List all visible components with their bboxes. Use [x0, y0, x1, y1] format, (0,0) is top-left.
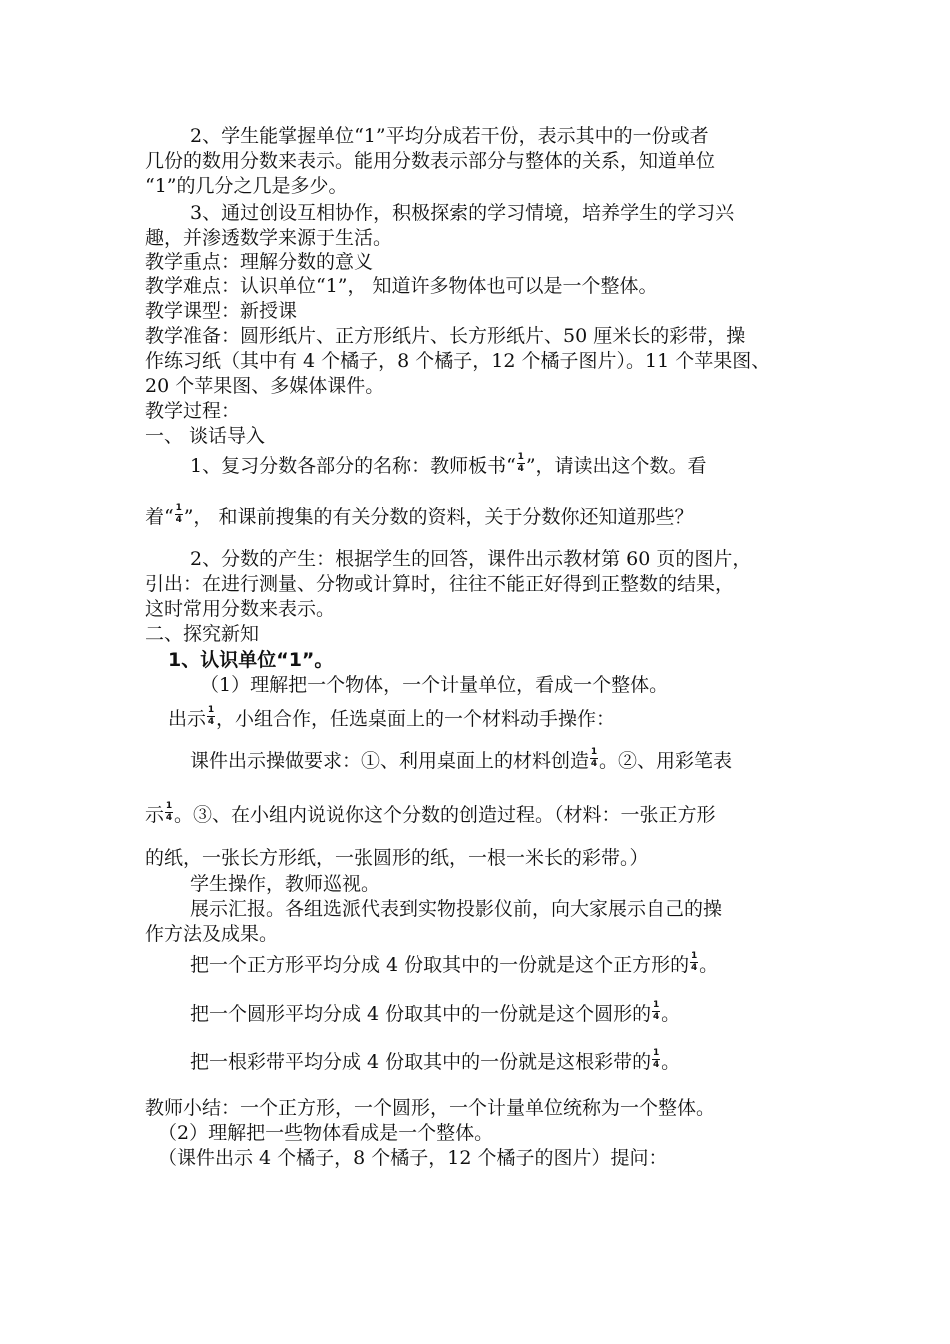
fraction-one-quarter: $\frac{1}{4}$: [691, 950, 698, 973]
fraction-one-quarter: $\frac{1}{4}$: [653, 999, 660, 1022]
text-line: （1）理解把一个物体，一个计量单位，看成一个整体。: [200, 674, 669, 696]
text-line: 把一个正方形平均分成 4 份取其中的一份就是这个正方形的 $\frac{1}{4}$ 。: [190, 950, 719, 976]
text-line: 2、分数的产生：根据学生的回答，课件出示教材第 60 页的图片，: [190, 548, 752, 570]
text-line: （2）理解把一些物体看成是一个整体。: [158, 1122, 494, 1144]
text-line: （课件出示 4 个橘子，8 个橘子，12 个橘子的图片）提问：: [158, 1147, 668, 1169]
text-line: 教学重点：理解分数的意义: [145, 251, 374, 273]
section-heading: 二、探究新知: [145, 623, 260, 645]
text-line: 把一个圆形平均分成 4 份取其中的一份就是这个圆形的 $\frac{1}{4}$ 。: [190, 999, 681, 1025]
text-line: 几份的数用分数来表示。能用分数表示部分与整体的关系，知道单位: [145, 150, 716, 172]
fraction-one-quarter: $\frac{1}{4}$: [207, 704, 215, 727]
text-line: 引出：在进行测量、分物或计算时，往往不能正好得到正整数的结果，: [145, 573, 735, 595]
fraction-one-quarter: $\frac{1}{4}$: [517, 451, 524, 474]
text-line: 趣，并渗透数学来源于生活。: [145, 227, 393, 249]
text-line: 把一根彩带平均分成 4 份取其中的一份就是这根彩带的 $\frac{1}{4}$ 。: [190, 1047, 681, 1073]
text-line: 教学准备：圆形纸片、正方形纸片、长方形纸片、50 厘米长的彩带，操: [145, 325, 746, 347]
text-line: 教学过程：: [145, 400, 241, 422]
text-line: 教学难点：认识单位“1”， 知道许多物体也可以是一个整体。: [145, 275, 658, 297]
text-line: 的纸，一张长方形纸，一张圆形的纸，一根一米长的彩带。）: [145, 847, 649, 869]
text-line: 出示 $\frac{1}{4}$ ，小组合作，任选桌面上的一个材料动手操作：: [168, 704, 616, 730]
text-line: 作练习纸（其中有 4 个橘子，8 个橘子，12 个橘子图片）。11 个苹果图、: [145, 350, 771, 372]
text-line: 展示汇报。各组选派代表到实物投影仪前，向大家展示自己的操: [190, 898, 723, 920]
text-line: 2、学生能掌握单位“1”平均分成若干份，表示其中的一份或者: [190, 125, 709, 147]
fraction-one-quarter: $\frac{1}{4}$: [175, 502, 182, 525]
text-line: 20 个苹果图、多媒体课件。: [145, 375, 385, 397]
text-line: 学生操作，教师巡视。: [190, 873, 381, 895]
text-line: 着“ $\frac{1}{4}$ ”， 和课前搜集的有关分数的资料，关于分数你还知道那些？: [145, 502, 694, 528]
text-line: 作方法及成果。: [145, 923, 279, 945]
text-line: 3、通过创设互相协作，积极探索的学习情境，培养学生的学习兴: [190, 202, 735, 224]
text-line: 教学课型：新授课: [145, 300, 298, 322]
fraction-one-quarter: $\frac{1}{4}$: [653, 1047, 660, 1070]
fraction-one-quarter: $\frac{1}{4}$: [590, 746, 598, 769]
section-heading: 一、 谈话导入: [145, 425, 266, 447]
subsection-heading: 1、认识单位“1”。: [168, 649, 334, 671]
text-line: 这时常用分数来表示。: [145, 598, 336, 620]
text-line: 示 $\frac{1}{4}$ 。③、在小组内说说你这个分数的创造过程。（材料：一张正方形: [145, 800, 716, 826]
text-line: “1”的几分之几是多少。: [145, 175, 348, 197]
text-line: 课件出示操做要求：①、利用桌面上的材料创造 $\frac{1}{4}$ 。②、用彩笔表: [190, 746, 733, 772]
text-line: 1、复习分数各部分的名称：教师板书“ $\frac{1}{4}$ ”，请读出这个数。看: [190, 451, 707, 477]
text-line: 教师小结：一个正方形，一个圆形，一个计量单位统称为一个整体。: [145, 1097, 716, 1119]
fraction-one-quarter: $\frac{1}{4}$: [165, 800, 173, 823]
